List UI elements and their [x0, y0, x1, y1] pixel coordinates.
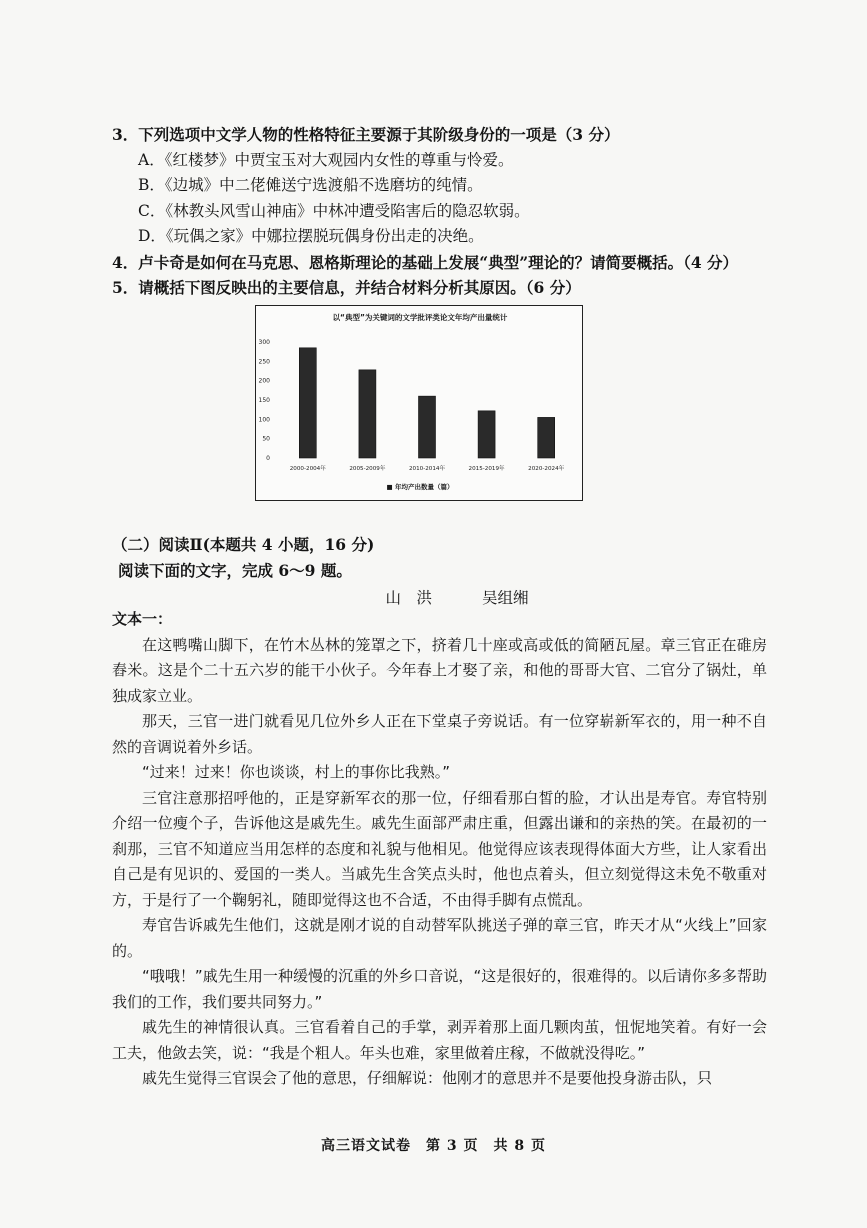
passage-paragraph: 戚先生觉得三官误会了他的意思，仔细解说：他刚才的意思并不是要他投身游击队，只 — [142, 1069, 713, 1087]
y-tick-label: 50 — [262, 435, 270, 443]
x-tick-label: 2005-2009年 — [349, 466, 386, 472]
passage-paragraph: “哦哦！”戚先生用一种缓慢的沉重的外乡口音说，“这是很好的，很难得的。以后请你多多帮助我们的工作，我们要共同努力。” — [112, 967, 767, 1011]
y-tick-label: 0 — [266, 455, 270, 462]
story-author: 吴组缃 — [481, 589, 529, 607]
y-tick-label: 150 — [258, 397, 270, 404]
y-tick-label: 300 — [258, 339, 270, 346]
story-title: 山 洪 — [385, 589, 433, 607]
bar-chart — [255, 305, 583, 501]
question-3-option-d: D．《玩偶之家》中娜拉摆脱玩偶身份出走的决绝。 — [138, 227, 484, 245]
passage-paragraph: 在这鸭嘴山脚下，在竹木丛林的笼罩之下，挤着几十座或高或低的简陋瓦屋。章三官正在碓房舂米。这是个二十五六岁的能干小伙子。今年春上才娶了亲，和他的哥哥大官、二官分了锅灶，单独成家立业。 — [112, 635, 767, 705]
question-3-option-c: C．《林教头风雪山神庙》中林冲遭受陷害后的隐忍软弱。 — [138, 201, 530, 220]
x-tick-label: 2010-2014年 — [408, 466, 446, 472]
passage — [112, 607, 767, 1092]
x-tick-label: 2000-2004年 — [289, 466, 326, 472]
passage-label: 文本一： — [112, 610, 173, 628]
passage-paragraph: 那天，三官一进门就看见几位外乡人正在下堂桌子旁说话。有一位穿崭新军衣的，用一种不自然的音调说着外乡话。 — [112, 712, 767, 756]
passage-paragraph: “过来！过来！你也谈谈，村上的事你比我熟。” — [142, 763, 451, 781]
bar — [419, 396, 436, 458]
question-4: 4．卢卡奇是如何在马克思、恩格斯理论的基础上发展“典型”理论的？请简要概括。（4 分） — [112, 252, 739, 272]
x-tick-label: 2020-2024年 — [528, 466, 565, 472]
y-tick-label: 100 — [258, 416, 270, 424]
bar — [538, 417, 555, 458]
question-3-option-b: B．《边城》中二佬傩送宁选渡船不选磨坊的纯情。 — [138, 176, 483, 194]
y-tick-label: 200 — [258, 377, 270, 385]
story-title-line — [112, 586, 802, 608]
questions-block — [112, 122, 802, 301]
bar-chart-svg — [256, 306, 584, 502]
question-3-option-a: A．《红楼梦》中贾宝玉对大观园内女性的尊重与怜爱。 — [138, 150, 514, 169]
question-3-stem: 3．下列选项中文学人物的性格特征主要源于其阶级身份的一项是（3 分） — [112, 125, 620, 144]
question-5: 5．请概括下图反映出的主要信息，并结合材料分析其原因。（6 分） — [112, 278, 581, 297]
bar — [478, 411, 495, 458]
passage-paragraph: 戚先生的神情很认真。三官看着自己的手掌，剥弄着那上面几颗肉茧，忸怩地笑着。有好一会工夫，他敛去笑，说：“我是个粗人。年头也难，家里做着庄稼，不做就没得吃。” — [112, 1018, 767, 1062]
bar — [299, 348, 316, 458]
page-footer: 高三语文试卷 第 3 页 共 8 页 — [321, 1138, 546, 1154]
passage-paragraph: 寿官告诉戚先生他们，这就是刚才说的自动替军队挑送子弹的章三官，昨天才从“火线上”回家的。 — [112, 916, 767, 960]
chart-title: 以“典型”为关键词的文学批评类论文年均产出量统计 — [332, 313, 508, 322]
section-2-heading: （二）阅读Ⅱ(本题共 4 小题，16 分) — [112, 535, 375, 554]
chart-legend: ■ 年均产出数量（篇） — [386, 483, 454, 491]
bar — [359, 370, 376, 458]
passage-paragraph: 三官注意那招呼他的，正是穿新军衣的那一位，仔细看那白皙的脸，才认出是寿官。寿官特别介绍一位瘦个子，告诉他这是戚先生。戚先生面部严肃庄重，但露出谦和的亲热的笑。在最初的一刹那，三官不知道应当用怎样的态度和礼貌与他相见。他觉得应该表现得体面大方些，让人家看出自己是有见识的、爱国的一类人。当戚先生含笑点头时，他也点着头，但立刻觉得这未免不敬重对方，于是行了一个鞠躬礼，随即觉得这也不合适，不由得手脚有点慌乱。 — [112, 788, 767, 909]
y-tick-label: 250 — [258, 358, 270, 366]
x-tick-label: 2015-2019年 — [468, 466, 505, 472]
section-2-header — [112, 532, 802, 607]
section-2-instruction: 阅读下面的文字，完成 6～9 题。 — [118, 560, 352, 580]
